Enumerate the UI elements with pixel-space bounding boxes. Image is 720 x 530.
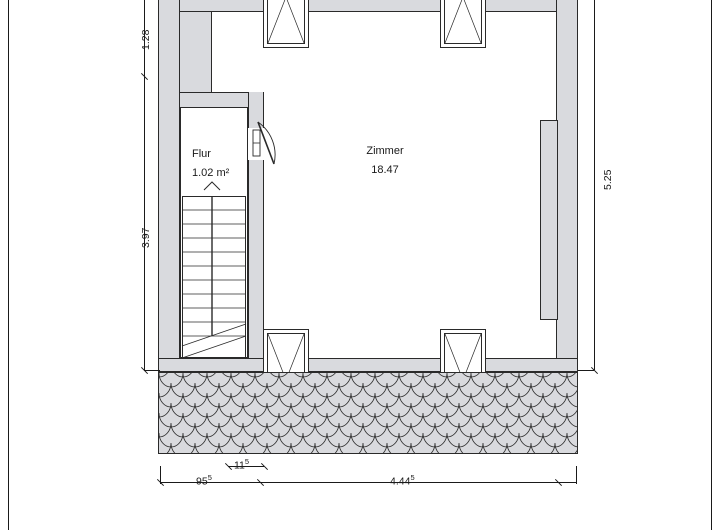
window-top-right <box>440 0 486 48</box>
window-top-left <box>263 0 309 48</box>
wall-right <box>556 0 578 372</box>
stairway-steps <box>182 196 246 358</box>
window-top-right-diagonals <box>445 0 481 43</box>
dim-bottom-444: 4.44$^5$ <box>390 473 415 488</box>
window-top-left-diagonals <box>268 0 304 43</box>
roof-shingle-pattern <box>159 373 578 454</box>
dim-left-ext-bottom <box>144 370 160 371</box>
window-top-left-sash <box>267 0 305 44</box>
door-swing <box>252 120 292 168</box>
stairway <box>182 196 246 358</box>
dim-left-1-28: 1.28 <box>140 29 152 50</box>
wall-right-niche-face <box>540 120 556 320</box>
page-frame-right-rule <box>711 0 712 530</box>
window-top-right-sash <box>444 0 482 44</box>
room-label-flur: Flur <box>192 148 211 160</box>
room-area-flur: 1.02 m² <box>192 167 230 179</box>
room-area-zimmer: 18.47 <box>371 164 399 176</box>
wall-flur-upper-left <box>180 12 212 92</box>
dim-right-ext-bottom <box>578 370 594 371</box>
dim-right-line <box>594 0 595 370</box>
room-label-zimmer: Zimmer <box>366 145 404 157</box>
page-frame-left-rule <box>8 0 9 530</box>
dim-bottom-ext-right <box>576 466 577 484</box>
wall-top <box>158 0 578 12</box>
dim-left-3-97: 3.97 <box>140 227 152 248</box>
wall-left <box>158 0 180 372</box>
wall-flur-right <box>248 160 264 358</box>
dim-bottom-ext-left <box>160 466 161 484</box>
dim-left-line <box>144 0 145 370</box>
dim-bottom-11: $11^5$ <box>234 457 250 472</box>
dim-right-5-25: 5.25 <box>602 169 614 190</box>
roof-shingle-hatch <box>158 372 578 454</box>
door-swing-arc <box>252 120 298 174</box>
dim-bottom-95: $95^5$ <box>196 473 212 488</box>
dim-bottom-outer-line <box>160 482 576 483</box>
wall-bottom <box>158 358 578 372</box>
